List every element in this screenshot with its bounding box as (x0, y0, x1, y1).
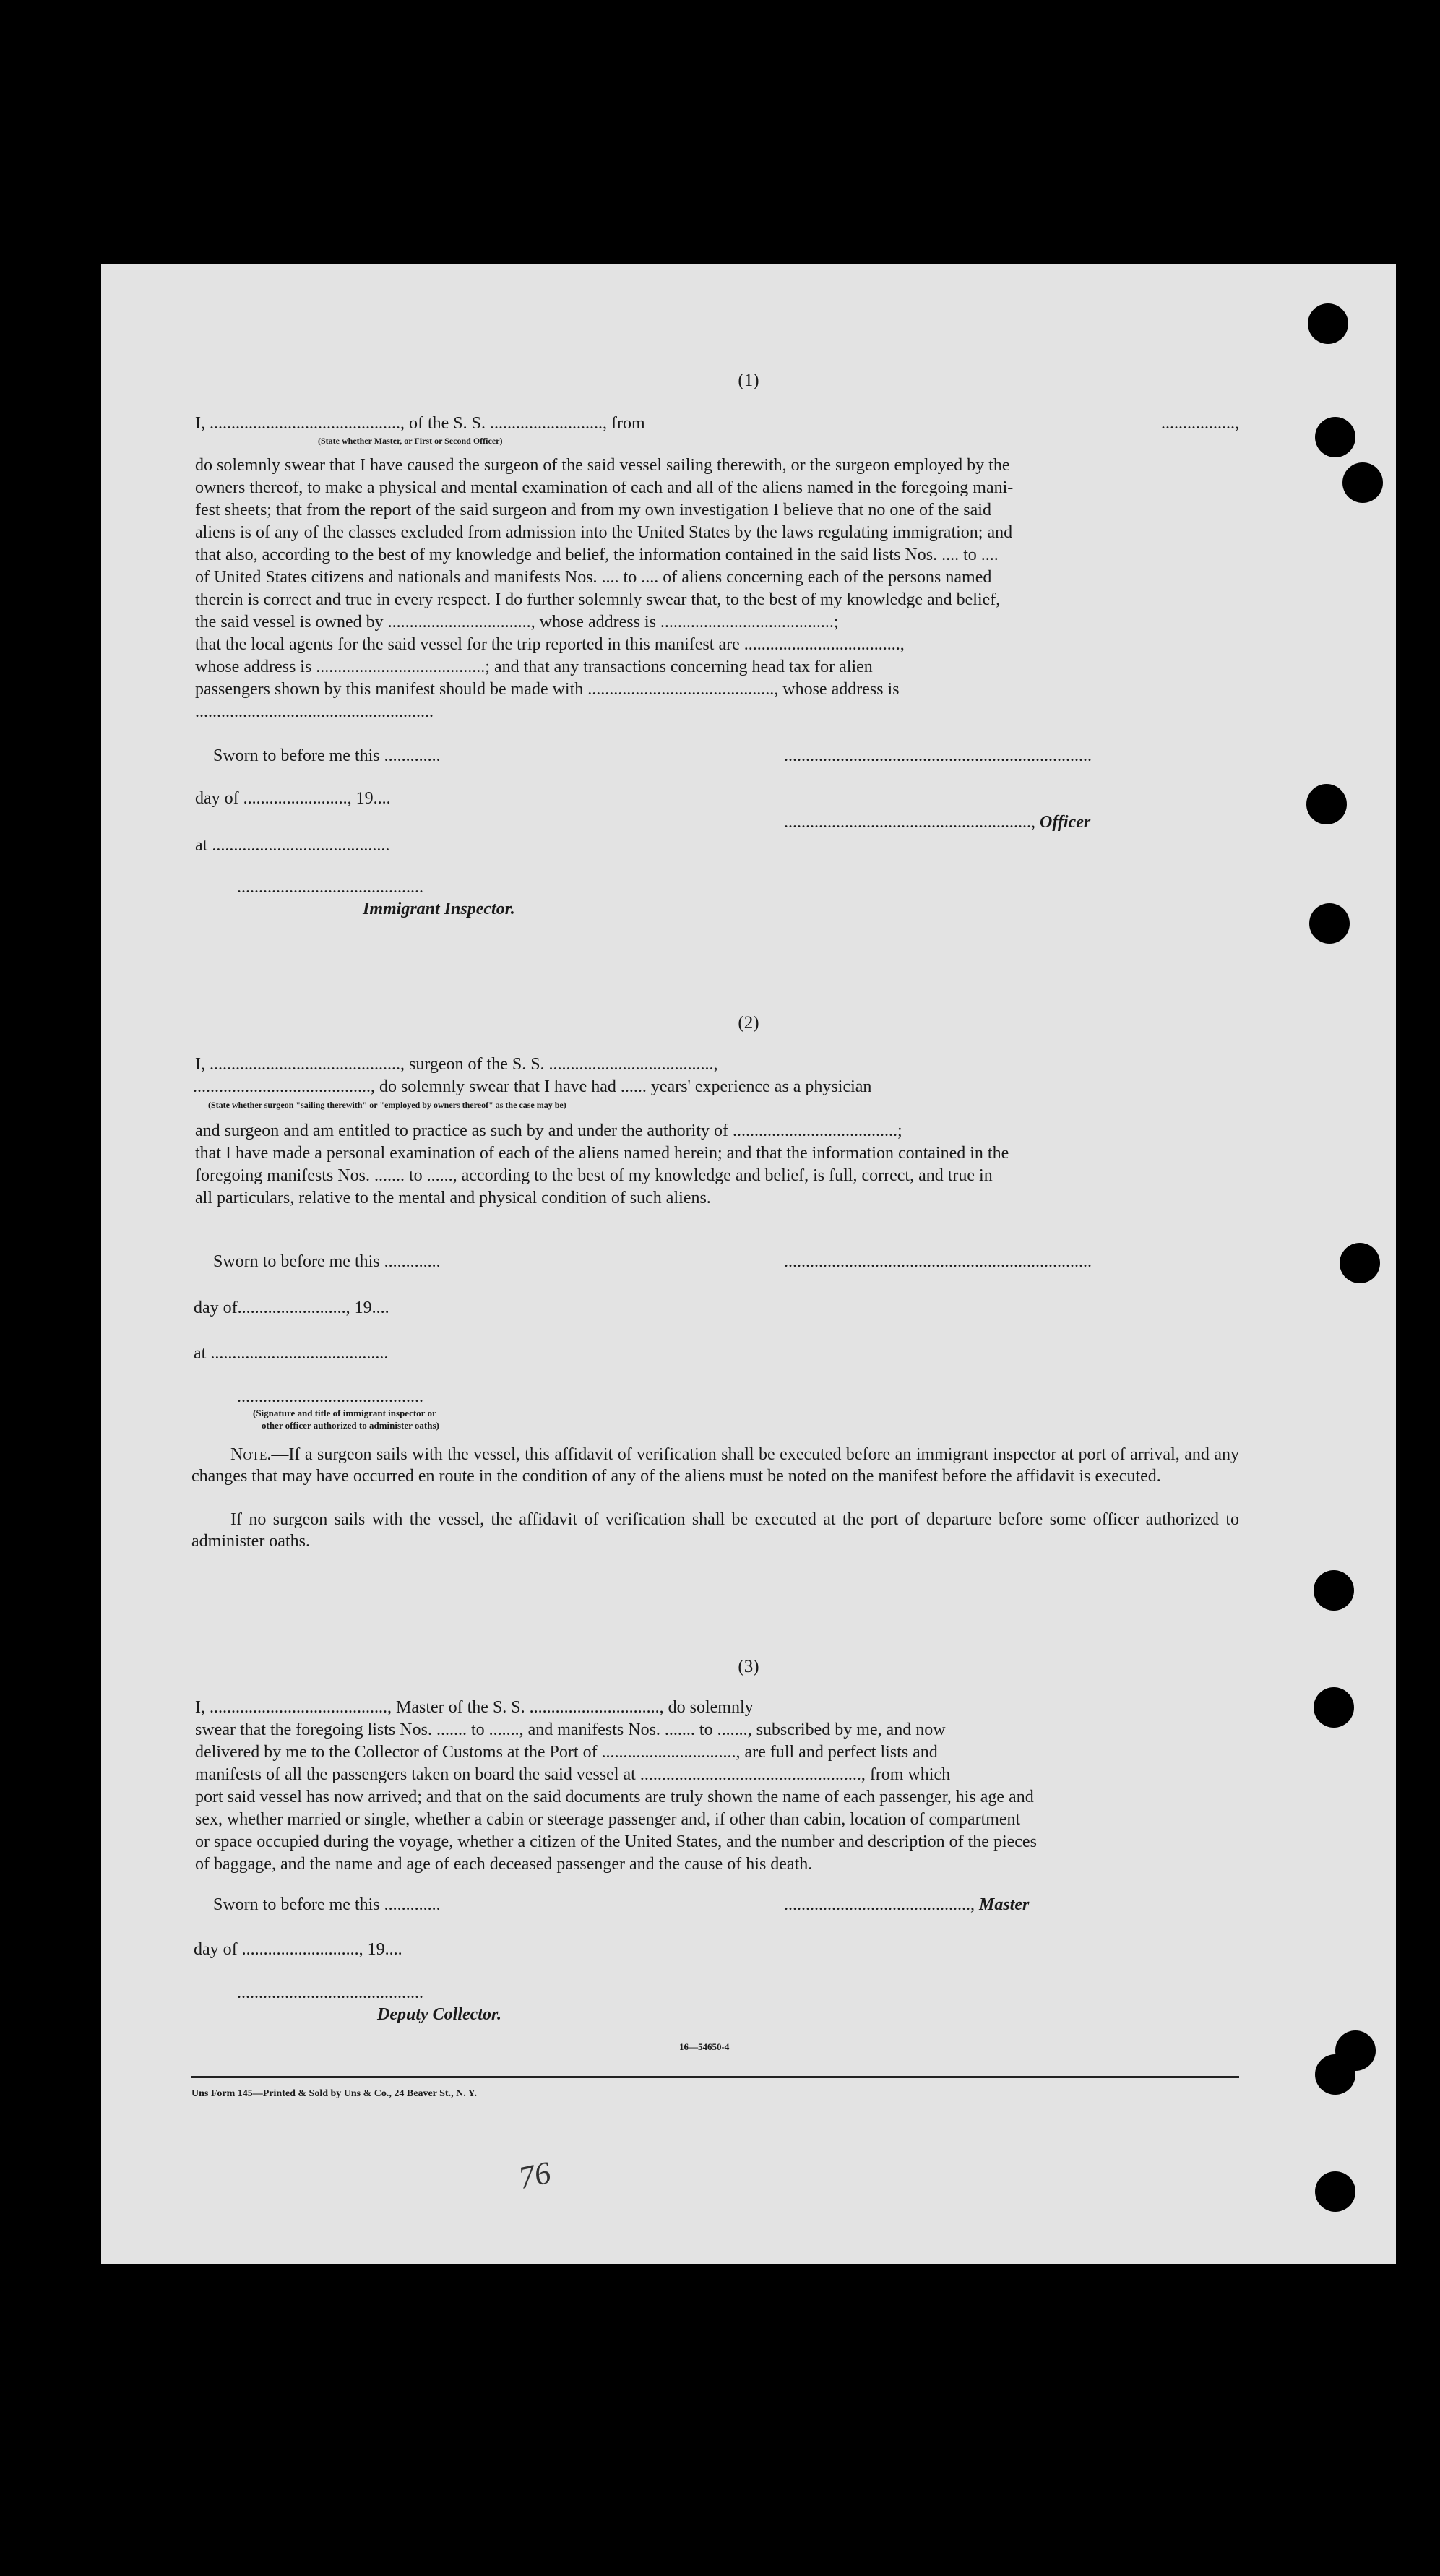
oath-line: that also, according to the best of my knowledge and belief, the information contained in the said lists Nos. .... to .... (195, 546, 999, 564)
inspector-caption: other officer authorized to administer oaths) (262, 1420, 439, 1431)
oath-line-text: I, ............................................, of the S. S. .........................., from (195, 414, 645, 433)
punch-hole (1314, 1687, 1354, 1728)
oath-line (195, 413, 1239, 435)
day-text: day of ........................, 19.... (195, 789, 391, 808)
note-paragraph: If no surgeon sails with the vessel, the affidavit of verification shall be executed at the port of departure before some officer authorized to administer oaths. (191, 1510, 1239, 1551)
punch-hole (1314, 1570, 1354, 1611)
punch-hole (1306, 784, 1347, 824)
oath-line: I, ............................................, surgeon of the S. S. ......................................, (195, 1055, 718, 1074)
inspector-caption: (Signature and title of immigrant inspector or (253, 1408, 436, 1418)
oath-line: do solemnly swear that I have caused the surgeon of the said vessel sailing therewith, or the surgeon employed by the (195, 456, 1010, 475)
oath-line: sex, whether married or single, whether a cabin or steerage passenger and, if other than cabin, location of compartment (195, 1810, 1021, 1829)
inspector-line: ........................................... (237, 1387, 423, 1406)
oath-line: the said vessel is owned by ................................., whose address is ........................................; (195, 613, 839, 632)
oath-line: port said vessel has now arrived; and that on the said documents are truly shown the name of each passenger, his age and (195, 1788, 1034, 1806)
punch-hole (1315, 2171, 1355, 2212)
at-text: at ......................................... (194, 1344, 389, 1363)
oath-line: foregoing manifests Nos. ....... to ......, according to the best of my knowledge and belief, is full, correct, and true in (195, 1166, 993, 1185)
oath-line: passengers shown by this manifest should be made with ..........................................., whose address is (195, 680, 900, 699)
punch-hole (1340, 1243, 1380, 1283)
oath-line: that the local agents for the said vessel for the trip reported in this manifest are ...................................., (195, 635, 905, 654)
oath-line: of baggage, and the name and age of each deceased passenger and the cause of his death. (195, 1855, 813, 1874)
oath-line: therein is correct and true in every respect. I do further solemnly swear that, to the best of my knowledge and belief, (195, 590, 1001, 609)
oath-line: or space occupied during the voyage, whether a citizen of the United States, and the number and description of the pieces (195, 1832, 1037, 1851)
punch-hole (1342, 462, 1383, 503)
field-caption: (State whether surgeon "sailing therewith" or "employed by owners thereof" as the case may be) (208, 1100, 566, 1110)
manifest-page (101, 264, 1396, 2264)
punch-hole (1309, 903, 1350, 944)
deputy-collector-label: Deputy Collector. (377, 2005, 501, 2024)
oath-line-text: ................., (1161, 414, 1239, 433)
section-number: (1) (738, 371, 759, 390)
oath-line: owners thereof, to make a physical and mental examination of each and all of the aliens named in the foregoing mani- (195, 478, 1014, 497)
oath-line: that I have made a personal examination of each of the aliens named herein; and that the information contained in the (195, 1144, 1009, 1163)
sworn-text: Sworn to before me this ............. (213, 746, 441, 765)
punch-hole (1308, 303, 1348, 344)
oath-line: fest sheets; that from the report of the said surgeon and from my own investigation I believe that no one of the said (195, 501, 991, 520)
oath-line: aliens is of any of the classes excluded from admission into the United States by the laws regulating immigration; and (195, 523, 1013, 542)
oath-line: swear that the foregoing lists Nos. ....... to ......., and manifests Nos. ....... to ......., subscribed by me, and now (195, 1720, 946, 1739)
officer-label: Officer (1040, 813, 1091, 832)
field-caption: (State whether Master, or First or Second Officer) (318, 436, 503, 446)
signature-line: ....................................................................... (784, 1252, 1092, 1271)
at-text: at ......................................... (195, 836, 390, 855)
footer-imprint: Uns Form 145—Printed & Sold by Uns & Co., 24 Beaver St., N. Y. (191, 2088, 477, 2099)
oath-line: all particulars, relative to the mental and physical condition of such aliens. (195, 1189, 711, 1207)
section-number: (2) (738, 1013, 759, 1033)
handwritten-number: 76 (515, 2154, 554, 2197)
punch-hole (1315, 417, 1355, 457)
deputy-collector-line: ........................................... (237, 1983, 423, 2002)
signature-line: ....................................................................... (784, 746, 1092, 765)
section-number: (3) (738, 1657, 759, 1676)
master-signature: ..........................................., Master (784, 1895, 1030, 1914)
oath-line: ....................................................... (195, 702, 434, 721)
inspector-label: Immigrant Inspector. (363, 900, 515, 918)
oath-line: manifests of all the passengers taken on board the said vessel at ..................................................., from which (195, 1765, 951, 1784)
inspector-line: ........................................... (237, 878, 423, 897)
sworn-text: Sworn to before me this ............. (213, 1895, 441, 1914)
footer-rule (191, 2076, 1239, 2078)
note-paragraph: Note.—If a surgeon sails with the vessel, this affidavit of verification shall be executed before an immigrant inspector at port of arrival, and any changes that may have occurred en route in the condition of any of the aliens must be noted on the manifest before the affidavit is executed. (191, 1445, 1239, 1486)
form-code: 16—54650-4 (679, 2041, 730, 2052)
punch-hole (1315, 2054, 1355, 2095)
oath-line: I, ........................................., Master of the S. S. .............................., do solemnly (195, 1698, 754, 1717)
master-label: Master (979, 1895, 1030, 1914)
day-text: day of........................., 19.... (194, 1298, 389, 1317)
oath-line: ........................................., do solemnly swear that I have had ...... years' experience as a physician (193, 1077, 872, 1096)
oath-line: of United States citizens and nationals and manifests Nos. .... to .... of aliens concerning each of the persons named (195, 568, 992, 587)
officer-signature: ........................................................., Officer (784, 813, 1091, 832)
note-label: Note. (230, 1445, 272, 1464)
day-text: day of ..........................., 19.... (194, 1940, 402, 1959)
sworn-text: Sworn to before me this ............. (213, 1252, 441, 1271)
oath-line: delivered by me to the Collector of Customs at the Port of ..............................., are full and perfect lists and (195, 1743, 938, 1762)
oath-line: whose address is .......................................; and that any transactions concerning head tax for alien (195, 658, 873, 676)
oath-line: and surgeon and am entitled to practice as such by and under the authority of ......................................; (195, 1121, 902, 1140)
